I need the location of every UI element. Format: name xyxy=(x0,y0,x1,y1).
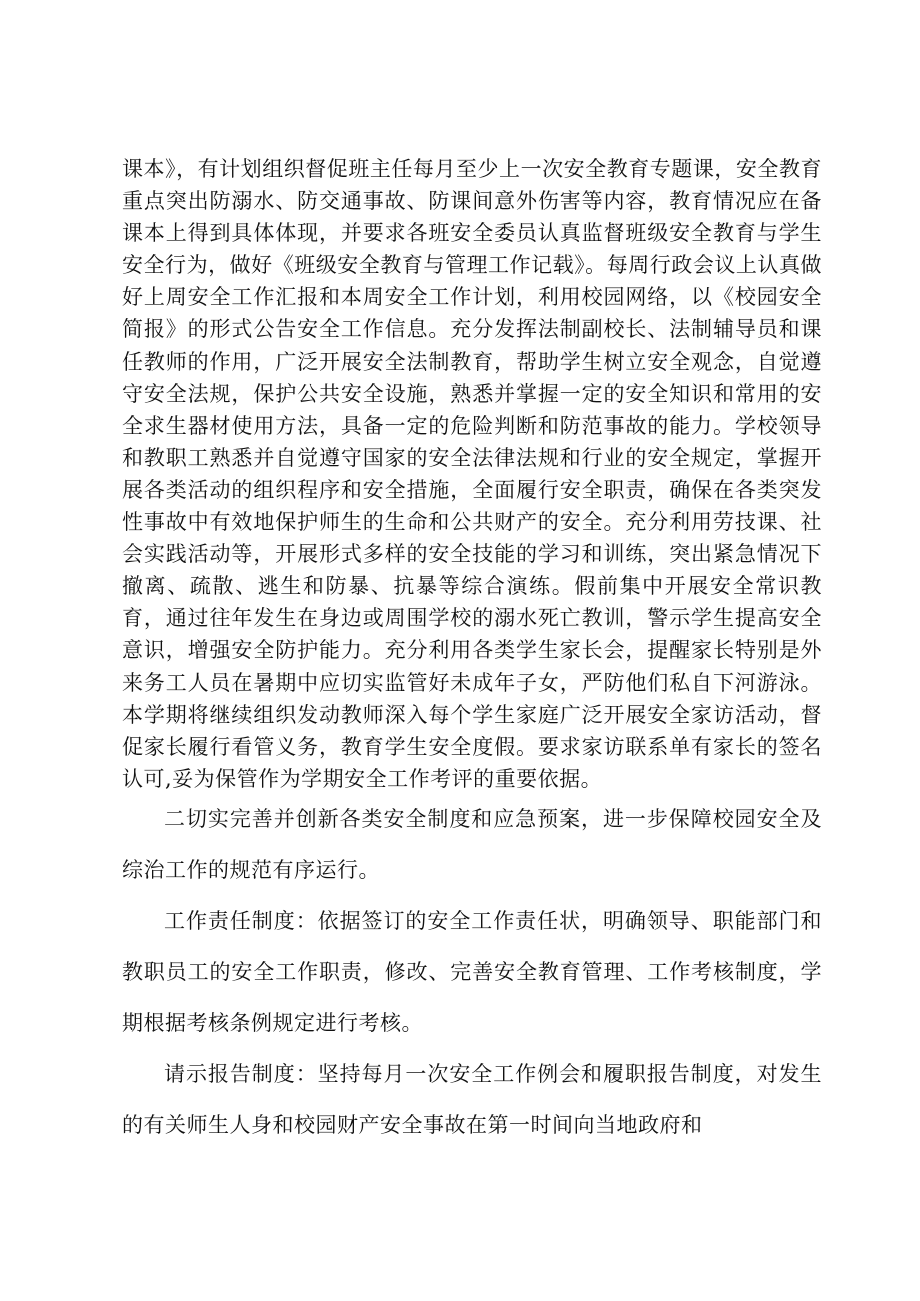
body-paragraph-reporting-system: 请示报告制度：坚持每月一次安全工作例会和履职报告制度，对发生的有关师生人身和校园财产安全事故在第一时间向当地政府和 xyxy=(122,1062,822,1137)
body-paragraph-safety-education: 课本》，有计划组织督促班主任每月至少上一次安全教育专题课，安全教育重点突出防溺水、防交通事故、防课间意外伤害等内容，教育情况应在备课本上得到具体体现，并要求各班安全委员认真监督班级安全教育与学生安全行为，做好《班级安全教育与管理工作记载》。每周行政会议上认真做好上周安全工作汇报和本周安全工作计划，利用校园网络，以《校园安全简报》的形式公告安全工作信息。充分发挥法制副校长、法制辅导员和课任教师的作用，广泛开展安全法制教育，帮助学生树立安全观念，自觉遵守安全法规，保护公共安全设施，熟悉并掌握一定的安全知识和常用的安全求生器材使用方法，具备一定的危险判断和防范事故的能力。学校领导和教职工熟悉并自觉遵守国家的安全法律法规和行业的安全规定，掌握开展各类活动的组织程序和安全措施，全面履行安全职责，确保在各类突发性事故中有效地保护师生的生命和公共财产的安全。充分利用劳技课、社会实践活动等，开展形式多样的安全技能的学习和训练，突出紧急情况下撤离、疏散、逃生和防暴、抗暴等综合演练。假前集中开展安全常识教育，通过往年发生在身边或周围学校的溺水死亡教训，警示学生提高安全意识，增强安全防护能力。充分利用各类学生家长会，提醒家长特别是外来务工人员在暑期中应切实监管好未成年子女，严防他们私自下河游泳。本学期将继续组织发动教师深入每个学生家庭广泛开展安全家访活动，督促家长履行看管义务，教育学生安全度假。要求家访联系单有家长的签名认可,妥为保管作为学期安全工作考评的重要依据。 xyxy=(122,157,822,791)
section-heading-safety-systems: 二切实完善并创新各类安全制度和应急预案，进一步保障校园安全及综治工作的规范有序运行。 xyxy=(122,807,822,882)
body-paragraph-responsibility-system: 工作责任制度：依据签订的安全工作责任状，明确领导、职能部门和教职员工的安全工作职责，修改、完善安全教育管理、工作考核制度，学期根据考核条例规定进行考核。 xyxy=(122,909,822,1035)
